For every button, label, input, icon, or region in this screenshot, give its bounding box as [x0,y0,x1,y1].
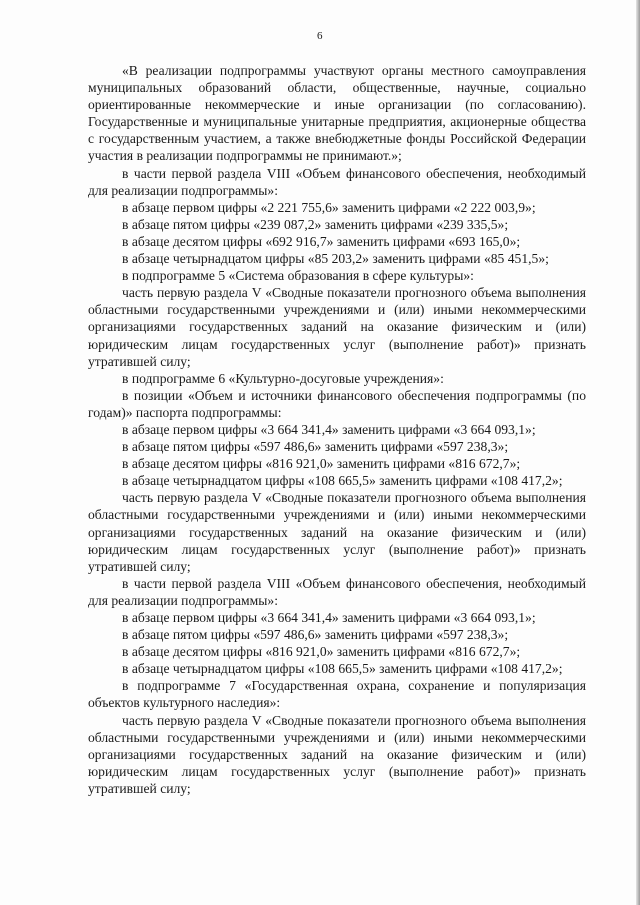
page-edge-shadow [636,0,640,905]
paragraph: в позиции «Объем и источники финансового обеспечения подпрограммы (по годам)» паспорта подпрограммы: [88,387,586,420]
paragraph: в абзаце четырнадцатом цифры «108 665,5» заменить цифрами «108 417,2»; [122,661,563,677]
paragraph: в абзаце первом цифры «3 664 341,4» заменить цифрами «3 664 093,1»; [122,421,536,437]
paragraph: в части первой раздела VIII «Объем финансового обеспечения, необходимый для реализации подпрограммы»: [88,575,586,608]
page-number: 6 [317,30,323,42]
document-body [88,62,586,797]
paragraph: часть первую раздела V «Сводные показатели прогнозного объема выполнения областными государственными учреждениями и (или) иными некоммерческими организациями государственных заданий на оказание физическим и (или) юридическим лицам государственных услуг (выполнение работ)» признать утратившей силу; [88,490,586,574]
paragraph: в абзаце первом цифры «3 664 341,4» заменить цифрами «3 664 093,1»; [122,610,536,625]
paragraph: в подпрограмме 6 «Культурно-досуговые учреждения»: [122,370,444,386]
paragraph: в абзаце четырнадцатом цифры «85 203,2» заменить цифрами «85 451,5»; [122,251,549,267]
paragraph: в абзаце пятом цифры «597 486,6» заменить цифрами «597 238,3»; [122,627,509,643]
paragraph: часть первую раздела V «Сводные показатели прогнозного объема выполнения областными государственными учреждениями и (или) иными некоммерческими организациями государственных заданий на оказание физическим и (или) юридическим лицам государственных услуг (выполнение работ)» признать утратившей силу; [88,712,586,796]
paragraph: в абзаце десятом цифры «816 921,0» заменить цифрами «816 672,7»; [122,644,521,660]
paragraph: в подпрограмме 5 «Система образования в сфере культуры»: [122,268,474,284]
paragraph: в абзаце десятом цифры «816 921,0» заменить цифрами «816 672,7»; [122,456,521,472]
paragraph: «В реализации подпрограммы участвуют органы местного самоуправления муниципальных образований области, общественные, научные, социально ориентированные некоммерческие и иные организации (по согласованию). Государственные и муниципальные унитарные предприятия, акционерные общества с государственным участием, а также внебюджетные фонды Российской Федерации участия в реализации подпрограммы не принимают.»; [88,63,586,164]
paragraph: в абзаце четырнадцатом цифры «108 665,5» заменить цифрами «108 417,2»; [122,473,563,489]
paragraph: в абзаце пятом цифры «239 087,2» заменить цифрами «239 335,5»; [122,216,509,232]
paragraph: в абзаце первом цифры «2 221 755,6» заменить цифрами «2 222 003,9»; [122,199,536,215]
paragraph: в подпрограмме 7 «Государственная охрана, сохранение и популяризация объектов культурного наследия»: [88,678,586,711]
paragraph: в части первой раздела VIII «Объем финансового обеспечения, необходимый для реализации подпрограммы»: [88,165,586,198]
paragraph: в абзаце десятом цифры «692 916,7» заменить цифрами «693 165,0»; [122,233,521,249]
paragraph: часть первую раздела V «Сводные показатели прогнозного объема выполнения областными государственными учреждениями и (или) иными некоммерческими организациями государственных заданий на оказание физическим и (или) юридическим лицам государственных услуг (выполнение работ)» признать утратившей силу; [88,285,586,369]
paragraph: в абзаце пятом цифры «597 486,6» заменить цифрами «597 238,3»; [122,439,509,455]
